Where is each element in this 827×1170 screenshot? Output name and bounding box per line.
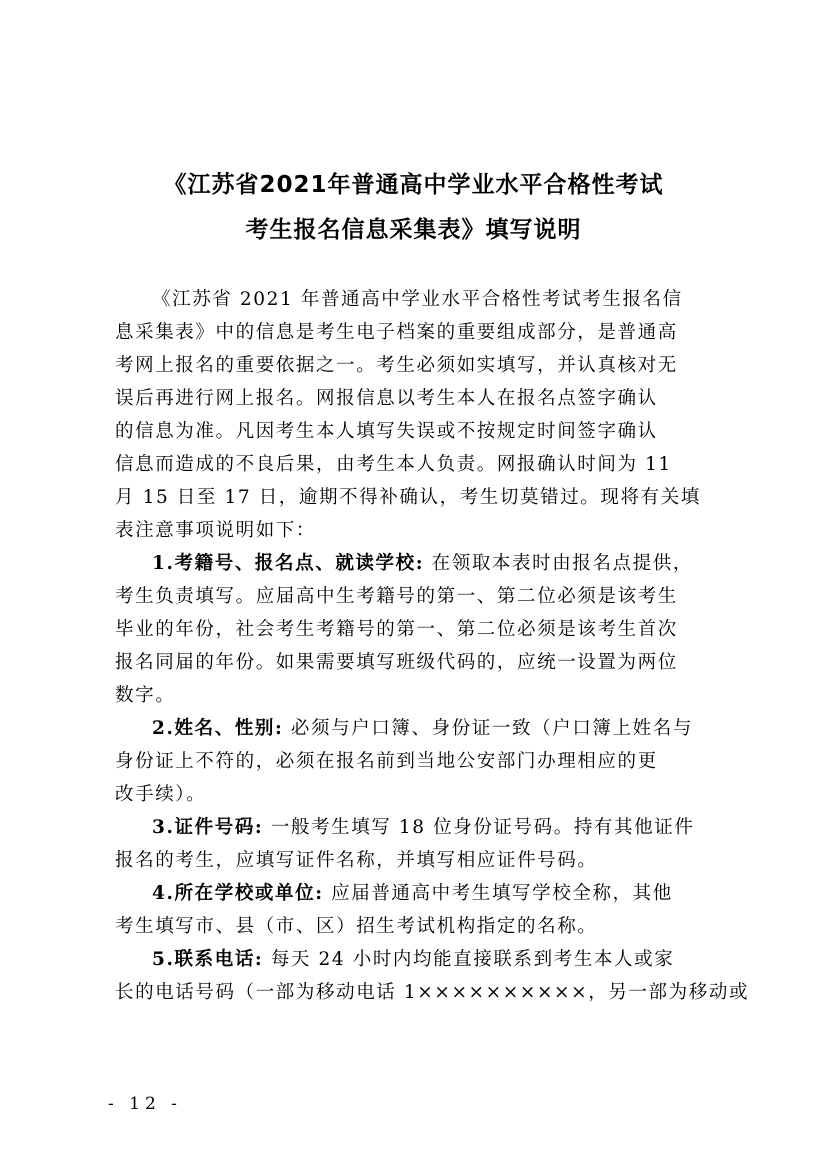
- item-line: 考生填写市、县（市、区）招生考试机构指定的名称。: [115, 916, 598, 937]
- intro-line: 误后再进行网上报名。网报信息以考生本人在报名点签字确认: [115, 388, 658, 409]
- item-name-gender: [115, 712, 723, 811]
- item-label: 4.所在学校或单位:: [152, 883, 324, 904]
- item-line: 考生负责填写。应届高中生考籍号的第一、第二位必须是该考生: [115, 586, 678, 607]
- item-text: 每天 24 小时内均能直接联系到考生本人或家: [263, 949, 675, 970]
- document-title-line-2: 考生报名信息采集表》填写说明: [245, 217, 582, 243]
- document-title-line-1: 《江苏省2021年普通高中学业水平合格性考试: [163, 172, 664, 198]
- intro-line: 《江苏省 2021 年普通高中学业水平合格性考试考生报名信: [152, 289, 683, 310]
- intro-line: 考网上报名的重要依据之一。考生必须如实填写，并认真核对无: [115, 355, 678, 376]
- item-text: 应届普通高中考生填写学校全称，其他: [323, 883, 673, 904]
- intro-line: 信息而造成的不良后果，由考生本人负责。网报确认时间为 11: [115, 454, 672, 475]
- item-label: 1.考籍号、报名点、就读学校:: [152, 553, 425, 574]
- item-line: 数字。: [115, 685, 176, 706]
- item-line: 长的电话号码（一部为移动电话 1××××××××××，另一部为移动或: [115, 982, 750, 1003]
- item-line: 身份证上不符的，必须在报名前到当地公安部门办理相应的更: [115, 751, 658, 772]
- item-line: 毕业的年份，社会考生考籍号的第一、第二位必须是该考生首次: [115, 619, 678, 640]
- item-text: 在领取本表时由报名点提供，: [424, 553, 693, 574]
- intro-line: 月 15 日至 17 日，逾期不得补确认，考生切莫错过。现将有关填: [115, 487, 701, 508]
- item-label: 5.联系电话:: [152, 949, 264, 970]
- item-text: 一般考生填写 18 位身份证号码。持有其他证件: [263, 817, 695, 838]
- document-body: [115, 283, 750, 1009]
- item-phone: [115, 943, 750, 1009]
- intro-paragraph: [115, 283, 723, 547]
- item-id-number: [115, 811, 723, 877]
- intro-line: 息采集表》中的信息是考生电子档案的重要组成部分，是普通高: [115, 322, 678, 343]
- item-text: 必须与户口簿、身份证一致（户口簿上姓名与: [283, 718, 693, 739]
- page-number: - 12 -: [108, 1094, 182, 1114]
- item-line: 报名的考生，应填写证件名称，并填写相应证件号码。: [115, 850, 598, 871]
- item-label: 2.姓名、性别:: [152, 718, 284, 739]
- item-label: 3.证件号码:: [152, 817, 264, 838]
- intro-line: 的信息为准。凡因考生本人填写失误或不按规定时间签字确认: [115, 421, 658, 442]
- intro-line: 表注意事项说明如下：: [115, 520, 317, 541]
- item-exam-registration: [115, 547, 723, 712]
- item-line: 改手续）。: [115, 784, 207, 805]
- item-school-unit: [115, 877, 723, 943]
- item-line: 报名同届的年份。如果需要填写班级代码的，应统一设置为两位: [115, 652, 678, 673]
